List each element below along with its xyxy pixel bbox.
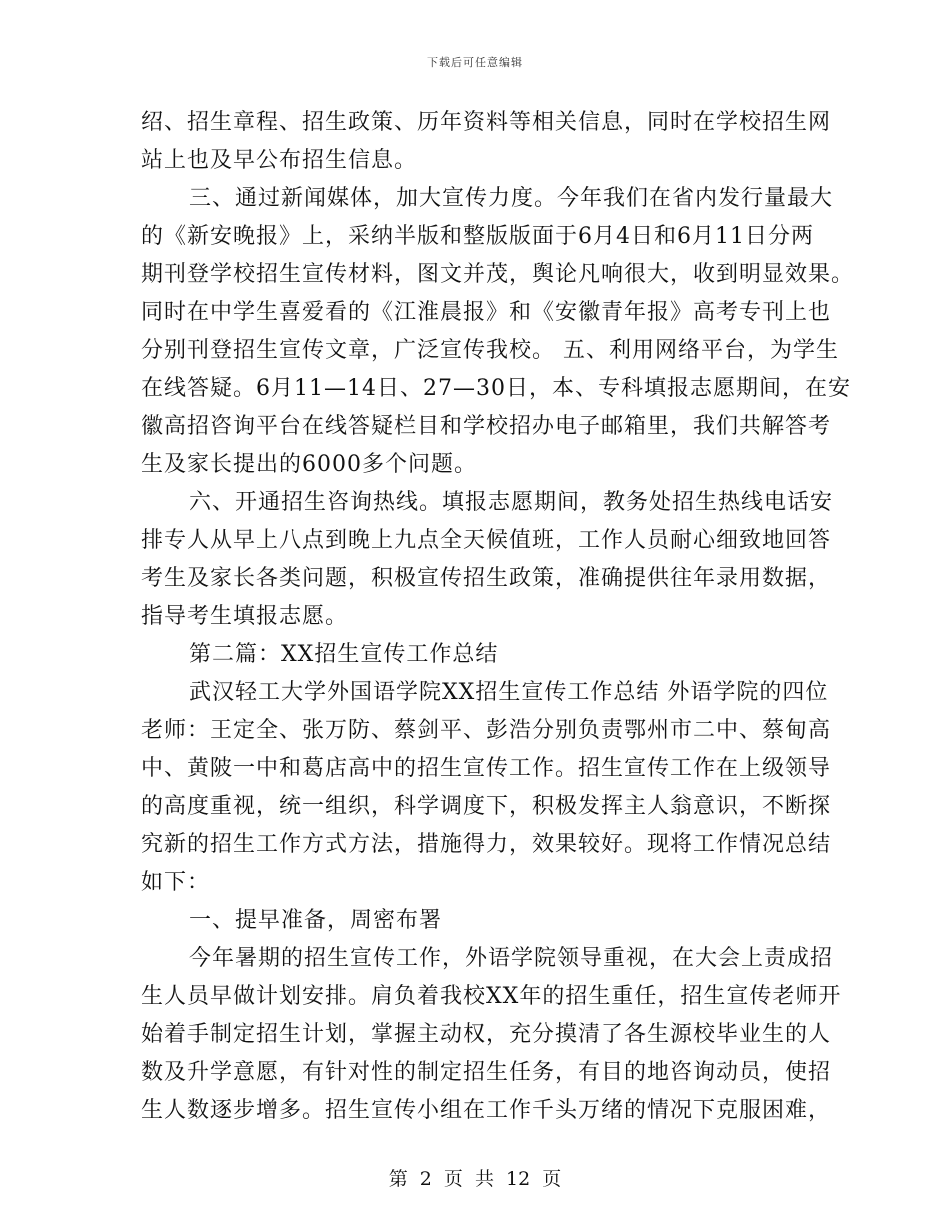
page-header: 下载后可任意编辑 (427, 56, 523, 69)
text-line: 老师：王定全、张万防、蔡剑平、彭浩分别负责鄂州市二中、蔡甸高 (141, 718, 832, 743)
text-line: 的高度重视，统一组织，科学调度下，积极发挥主人翁意识，不断探 (141, 794, 832, 819)
text-line: 分别刊登招生宣传文章，广泛宣传我校。 五、利用网络平台，为学生 (141, 338, 839, 363)
text-line: 排专人从早上八点到晚上九点全天候值班，工作人员耐心细致地回答 (141, 528, 832, 553)
text-line: 指导考生填报志愿。 (141, 604, 349, 629)
text-line: 生人数逐步增多。招生宣传小组在工作千头万绪的情况下克服困难， (141, 1098, 832, 1123)
text-line: 期刊登学校招生宣传材料，图文并茂，舆论凡响很大，收到明显效果。 (141, 262, 855, 287)
text-line: 第二篇：XX招生宣传工作总结 (189, 642, 499, 667)
text-line: 站上也及早公布招生信息。 (141, 148, 418, 173)
text-line: 绍、招生章程、招生政策、历年资料等相关信息，同时在学校招生网 (141, 110, 832, 135)
text-line: 究新的招生工作方式方法，措施得力，效果较好。现将工作情况总结 (141, 832, 832, 857)
document-body (141, 104, 855, 1130)
text-line: 的《新安晚报》上，采纳半版和整版版面于6月4日和6月11日分两 (141, 224, 814, 249)
text-line: 如下： (141, 870, 211, 895)
text-line: 在线答疑。6月11—14日、27—30日，本、专科填报志愿期间，在安 (141, 376, 851, 401)
text-line: 同时在中学生喜爱看的《江淮晨报》和《安徽青年报》高考专刊上也 (141, 300, 832, 325)
text-line: 中、黄陂一中和葛店高中的招生宣传工作。招生宣传工作在上级领导 (141, 756, 832, 781)
text-line: 三、通过新闻媒体，加大宣传力度。今年我们在省内发行量最大 (189, 186, 834, 211)
text-line: 徽高招咨询平台在线答疑栏目和学校招办电子邮箱里，我们共解答考 (141, 414, 832, 439)
text-line: 考生及家长各类问题，积极宣传招生政策，准确提供往年录用数据， (141, 566, 832, 591)
text-line: 今年暑期的招生宣传工作，外语学院领导重视，在大会上责成招 (189, 946, 834, 971)
text-line: 一、提早准备，周密布署 (189, 908, 443, 933)
text-line: 生及家长提出的6000多个问题。 (141, 452, 477, 477)
text-line: 数及升学意愿，有针对性的制定招生任务，有目的地咨询动员，使招 (141, 1060, 832, 1085)
page-footer: 第 2 页 共 12 页 (388, 1168, 562, 1190)
text-line: 六、开通招生咨询热线。填报志愿期间，教务处招生热线电话安 (189, 490, 834, 515)
text-line: 武汉轻工大学外国语学院XX招生宣传工作总结 外语学院的四位 (189, 680, 829, 705)
text-line: 生人员早做计划安排。肩负着我校XX年的招生重任，招生宣传老师开 (141, 984, 842, 1009)
text-line: 始着手制定招生计划，掌握主动权，充分摸清了各生源校毕业生的人 (141, 1022, 832, 1047)
